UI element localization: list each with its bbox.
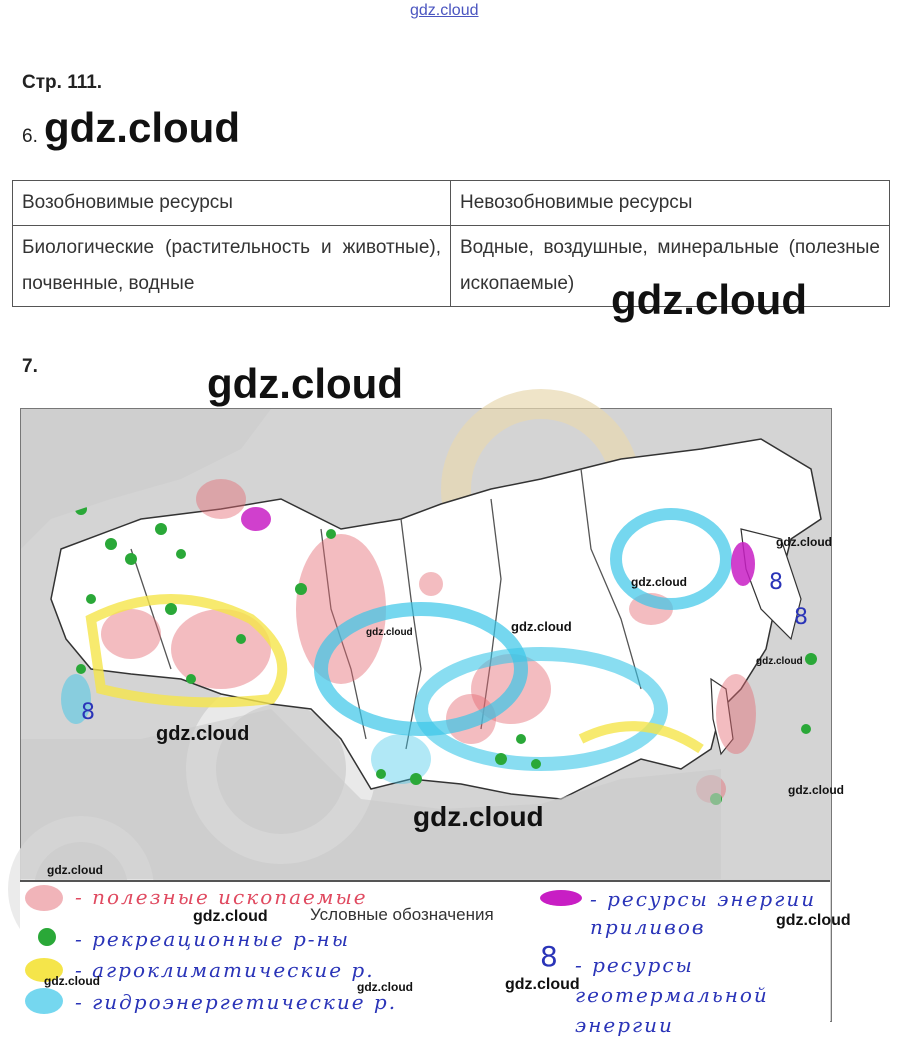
svg-text:8: 8 [81, 700, 95, 725]
map-watermark: gdz.cloud [366, 627, 413, 638]
legend-swatch-minerals [25, 885, 63, 911]
top-watermark[interactable]: gdz.cloud [410, 2, 479, 19]
map-watermark: gdz.cloud [776, 535, 832, 549]
legend-item-recreational: - рекреационные р-ны [75, 927, 350, 951]
task-6-watermark: gdz.cloud [44, 104, 240, 151]
legend-item-tidal: - ресурсы энергии приливов [590, 887, 817, 939]
header-nonrenewable: Невозобновимые ресурсы [451, 181, 890, 226]
map-watermark: gdz.cloud [47, 863, 103, 877]
legend-watermark: gdz.cloud [44, 974, 100, 988]
geothermal-icon: 8 [540, 940, 558, 973]
legend-item-agro: - агроклиматические р. [75, 958, 375, 982]
cell-renewable: Биологические (растительность и животные), почвенные, водные [13, 226, 451, 307]
map-watermark: gdz.cloud [756, 656, 803, 667]
task-7-watermark: gdz.cloud [207, 360, 403, 407]
task-7-number: 7. [22, 356, 38, 377]
legend-swatch-tidal [540, 890, 582, 906]
table-watermark: gdz.cloud [611, 276, 807, 323]
legend-watermark: gdz.cloud [193, 908, 268, 925]
table-header-row [13, 181, 890, 226]
map-watermark: gdz.cloud [413, 801, 544, 832]
legend-watermark: gdz.cloud [505, 976, 580, 993]
map-watermark: gdz.cloud [788, 783, 844, 797]
header-renewable: Возобновимые ресурсы [13, 181, 451, 226]
map-watermark: gdz.cloud [631, 575, 687, 589]
svg-text:8: 8 [769, 570, 783, 595]
legend-title: Условные обозначения [310, 905, 494, 924]
legend-watermark: gdz.cloud [776, 912, 851, 929]
legend-watermark: gdz.cloud [357, 980, 413, 994]
legend-swatch-recreational [38, 928, 56, 946]
legend-item-geothermal: - ресурсы геотермальной энергии [575, 953, 769, 1037]
legend-swatch-hydro [25, 988, 63, 1014]
legend-item-minerals: - полезные ископаемые [75, 885, 368, 909]
cell-nonrenewable: Водные, воздушные, минеральные (полезные ископаемые) [451, 226, 890, 307]
map-watermark: gdz.cloud [511, 619, 572, 634]
task-6-number: 6. [22, 126, 38, 147]
legend-item-hydro: - гидроэнергетические р. [75, 990, 398, 1014]
page-label: Стр. 111. [22, 72, 103, 93]
svg-text:8: 8 [794, 605, 808, 630]
map-watermark: gdz.cloud [156, 723, 250, 745]
